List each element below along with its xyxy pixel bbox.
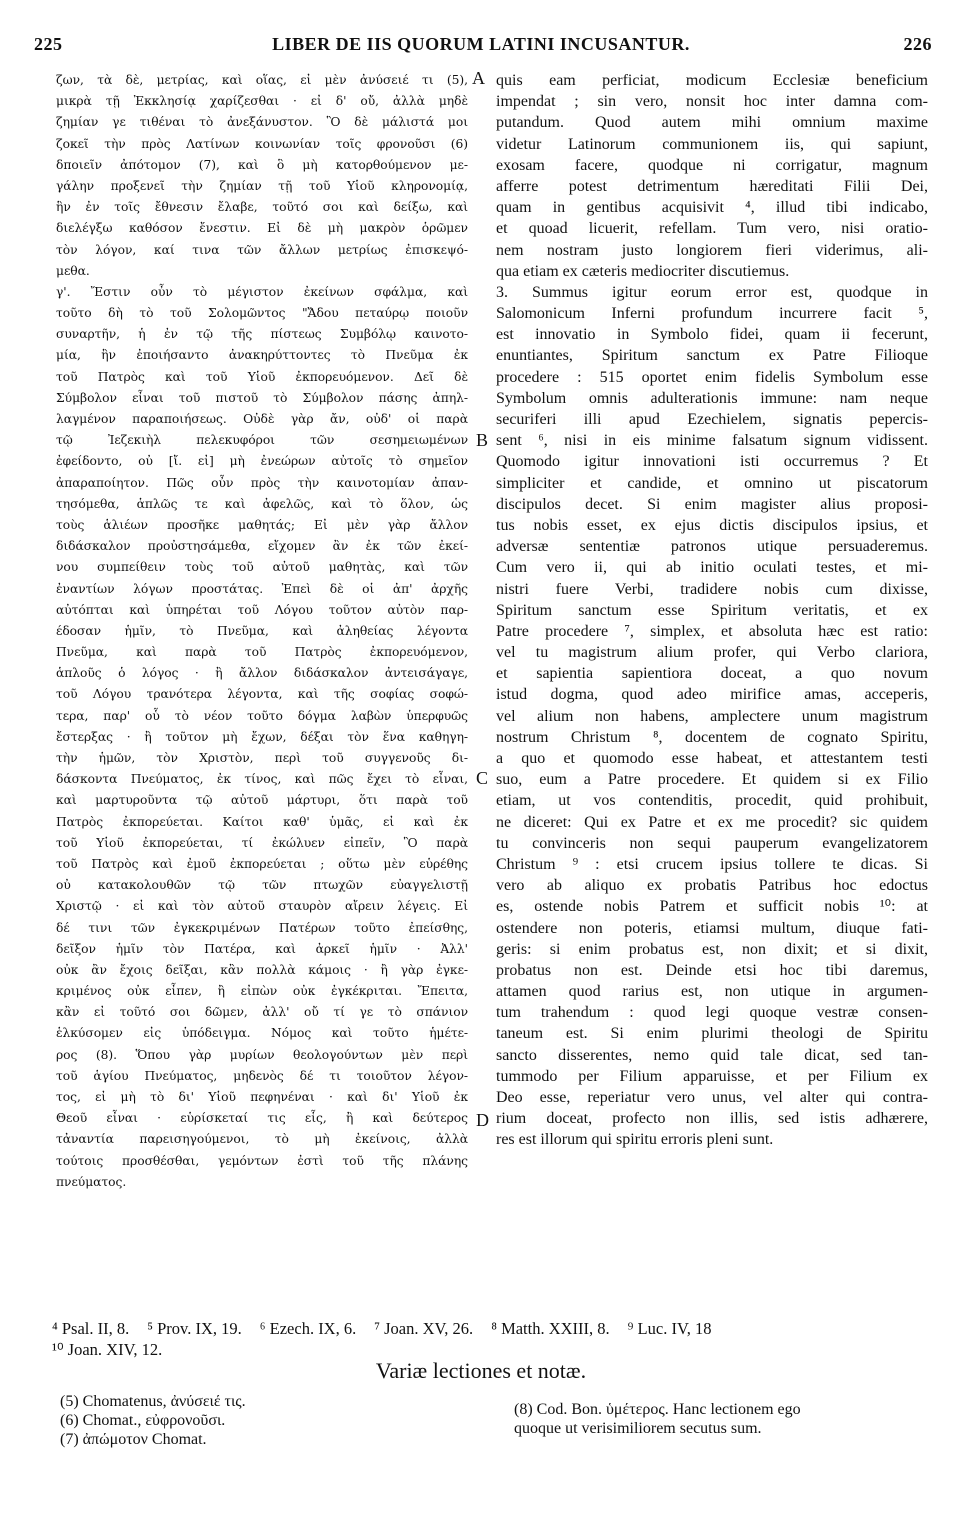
latin-text-line: procedere : 515 oportet enim fidelis Symbolum esse [496, 368, 928, 386]
latin-text-line: etiam, ut vos contenditis, procedit, quid prohibuit, [496, 792, 928, 810]
latin-text-line: rium doceat, profecto non illis, sed istis adhærere, [496, 1110, 928, 1128]
greek-text-line: τῷ Ἰεζεκιὴλ πελεκυφόροι τῶν σεσημειωμένων [56, 433, 468, 448]
footnote: ⁵ Prov. IX, 19. [147, 1319, 242, 1338]
greek-text-line: διελέγξω καθόσον ἔνεστιν. Εἰ δὲ μὴ μακρὸν ὁρῶμεν [56, 221, 468, 236]
latin-column [496, 70, 928, 1151]
latin-text-line: ostendere non poteris, etiamsi multum, diuque fati- [496, 919, 928, 937]
greek-text-line: Χριστῷ · εἰ καὶ τὸν αὐτοῦ σταυρὸν αἴρειν λέγεις. Εἰ [56, 899, 468, 914]
greek-text-line: κἂν εἰ τοῦτό σοι δῶμεν, ἀλλ' οὔ τί γε τὸ σπάνιον [56, 1005, 468, 1020]
greek-text-line: μικρὰ τῇ Ἐκκλησίᾳ χαρίζεσθαι · εἰ δ' οὔ, ἀλλὰ μηδὲ [56, 94, 468, 109]
greek-text-line: ἐφείδοντο, οὐ [ἴ. εἰ] μὴ ἐνεώρων αὐτοῖς τὸ σημεῖον [56, 454, 468, 469]
latin-text-line: adversæ sententiæ patronos utique persuaderemus. [496, 538, 928, 556]
greek-text-line: ἀπαραποίητον. Πῶς οὖν πρὸς τὴν καινοτομίαν ἀπαν- [56, 475, 468, 490]
greek-column [56, 70, 468, 1193]
footnote: ⁹ Luc. IV, 18 [627, 1319, 712, 1338]
latin-text-line: es, ostende nobis Patrem et sufficit nobis ¹⁰: at [496, 898, 928, 916]
greek-text-line: ἣν ἐν τοῖς ἔθνεσιν ἔλαβε, τοῦτό σοι καὶ δείξω, καὶ [56, 200, 468, 215]
latin-text-line: ne diceret: Qui ex Patre et ex me procedit? sic quidem [496, 813, 928, 831]
greek-text-line: ζων, τὰ δὲ, μετρίας, καὶ οἵας, εἰ μὲν ἀνύσειέ τι (5), [56, 73, 468, 87]
latin-text-line: quis eam perficiat, modicum Ecclesiæ beneficium [496, 72, 928, 89]
greek-text-line: οὐ κατακολουθῶν τῷ τῶν πτωχῶν εὐαγγελιστῇ [56, 878, 468, 893]
latin-text-line: securiferi illi apud Ezechielem, signatis pepercis- [496, 411, 928, 428]
greek-text-line: τοῦ ἁγίου Πνεύματος, μηδενὸς δέ τι τοιοῦτον λέγον- [56, 1068, 468, 1083]
footnote: ⁸ Matth. XXIII, 8. [491, 1319, 610, 1338]
latin-text-line: probatus non est. Deinde etsi hoc tibi daremus, [496, 961, 928, 979]
latin-text-line: suo, eum a Patre procedere. Et quidem si ex Filio [496, 771, 928, 789]
greek-text-line: τοῦ Λόγου τρανότερα λέγοντα, καὶ τῆς σοφίας σοφώ- [56, 687, 468, 702]
greek-text-line: γάλην προξενεῖ τὴν ζημίαν τῇ τοῦ Υἱοῦ κληρονομίᾳ, [56, 178, 468, 193]
greek-text-line: γ'. Ἔστιν οὖν τὸ μέγιστον ἐκείνων σφάλμα, καὶ [56, 284, 468, 299]
margin-marker-b: B [476, 430, 489, 450]
greek-text-line: καὶ μαρτυροῦντα τῷ αὐτοῦ μάρτυρι, ὅτι παρὰ τοῦ [56, 793, 468, 808]
greek-text-line: κριμένος οὐκ εἶπεν, ἢ εἰπὼν οὐκ ἐγκέκριται. Ἔπειτα, [56, 984, 468, 999]
greek-text-line: τοῦ Πατρὸς καὶ τοῦ Υἱοῦ ἐκπορευόμενον. Δεῖ δὲ [56, 369, 468, 384]
latin-text-line: Patre procedere ⁷, simplex, et absoluta hæc est ratio: [496, 622, 928, 640]
greek-text-line: δεῖξον ἡμῖν τὸν Πατέρα, καὶ ἀρκεῖ ἡμῖν · Ἀλλ' [56, 941, 468, 956]
variae-title: Variæ lectiones et notæ. [375, 1358, 587, 1383]
latin-text-line: vel alium non habens, amplectere unum magistrum [496, 707, 928, 725]
latin-text-line: exosam facere, quodque ni corrigatur, magnum [496, 156, 928, 174]
greek-text-line: τἀναντία παρεισηγούμενοι, τὸ μὴ ἐκείνοις, ἀλλὰ [56, 1132, 468, 1147]
latin-text-line: putandum. Quod autem mihi omnium maxime [496, 114, 928, 132]
latin-text-line: tummodo per Filium apparuisse, et per Filium ex [496, 1067, 928, 1085]
latin-text-line: et quoad licuerit, refellam. Tum vero, nisi oratio- [496, 220, 928, 238]
latin-text-line: geris: si enim probatus est, non dixit; et si dixit, [496, 940, 928, 958]
margin-marker-a: A [472, 68, 485, 88]
margin-marker-d: D [476, 1110, 489, 1130]
greek-text-line: τὴν ἡμῶν, τὸν Χριστὸν, περὶ τοῦ συγγενοῦς δι- [56, 751, 468, 765]
latin-text-line: a quo et quomodo esse habeat, et attestantem testi [496, 750, 928, 767]
latin-text-line: quam in gentibus acquisivit ⁴, illud tibi indicabo, [496, 199, 928, 217]
latin-text-line: vel tu magistrum alium profer, qui Verbo clariora, [496, 644, 928, 662]
latin-text-line: impendat ; sin vero, nonsit hoc inter damna com- [496, 93, 928, 111]
greek-text-line: Σύμβολον εἶναι τοῦ πιστοῦ τὸ Σύμβολον πάσης ἀπηλ- [56, 390, 468, 405]
variae-notes-right [514, 1400, 932, 1438]
running-title: LIBER DE IIS QUORUM LATINI INCUSANTUR. [272, 34, 690, 54]
greek-text-line: νου συμπείθειν τοὺς τοῦ αὐτοῦ μαθητὰς, καὶ τῶν [56, 560, 468, 575]
greek-text-line: τησόμεθα, ἁπλῶς τε καὶ ἀφελῶς, καὶ τὸ ὅλον, ὡς [56, 496, 468, 511]
footnote-row [52, 1318, 932, 1339]
greek-text-line: ζημίαν γε τιθέναι τὸ ἀνεξάνυστον. Ὃ δὲ μάλιστά μοι [56, 115, 468, 130]
greek-text-line: μία, ἣν ἐποιήσαντο ἀνακηρύττοντες τὸ Πνεῦμα ἐκ [56, 348, 468, 363]
latin-text-line: Quomodo igitur innovationi isti occurremus ? Et [496, 453, 928, 471]
greek-text-line: ἁπλοῦς ὁ λόγος · ἢ ἄλλον διδάσκαλον ἀντεισάγαγε, [56, 666, 468, 681]
greek-text-line: έδοσαν ἡμῖν, τὸ Πνεῦμα, καὶ ἀληθείας λέγοντα [56, 623, 468, 638]
greek-text-line: τος, εἰ μὴ τὸ δι' Υἱοῦ πεφηνέναι · καὶ δι' Υἱοῦ ἐκ [56, 1090, 468, 1104]
greek-text-line: αὐτόπται καὶ ὑπηρέται τοῦ Λόγου τοῦτον αὐτὸν παρ- [56, 602, 468, 617]
greek-text-line: ἔστερξας · ἢ τοῦτον μὴ ἔχων, δέξαι τὸν ἕνα καθηγη- [56, 729, 468, 744]
latin-text-line: res est illorum qui spiritu erroris pleni sunt. [496, 1131, 774, 1149]
latin-text-line: nem nostram justo longiorem fieri viderimus, ali- [496, 241, 928, 259]
greek-text-line: μεθα. [56, 263, 90, 278]
footnote-row [52, 1339, 932, 1360]
latin-text-line: qua etiam ex cæteris mediocriter discutiemus. [496, 262, 790, 280]
greek-text-line: τοῦ Υἱοῦ ἐκπορεύεται, τί ἐκώλυεν εἰπεῖν, Ὃ παρὰ [56, 835, 468, 850]
scripture-footnotes [52, 1318, 932, 1360]
latin-text-line: nostrum Christum ⁸, docentem de cognato Spiritu, [496, 728, 928, 746]
latin-text-line: Christum ⁹ : etsi crucem ipsius tollere te dicas. Si [496, 855, 928, 873]
latin-text-line: sent ⁶, nisi in eis minime falsatum signum vidissent. [496, 432, 928, 450]
latin-text-line: tus nobis esset, ex ejus dictis discipulos ipsius, et [496, 516, 928, 534]
greek-text-line: πνεύματος. [56, 1174, 127, 1189]
latin-text-line: attamen quod rarius est, non utique in argumen- [496, 983, 928, 1001]
greek-text-line: οὐκ ἂν ἔχοις δεῖξαι, κἂν πολλὰ κάμοις · ἢ γὰρ ἐγκε- [56, 962, 468, 977]
latin-text-line: discipulos decet. Si enim magister alius proposi- [496, 495, 928, 513]
latin-text-line: Deo esse, reperiatur vero unus, vel alter qui contra- [496, 1089, 928, 1106]
latin-text-line: Salomonicum Inferni profundum incurrere facit ⁵, [496, 305, 928, 323]
latin-text-line: Spiritum sanctum esse Spiritum veritatis, et ex [496, 601, 928, 619]
latin-text-line: nistri fuere Verbi, tradidere nobis cum dixisse, [496, 580, 928, 598]
greek-text-line: τούτοις προσθέσθαι, γεμόντων ἐστὶ τοῦ τῆς πλάνης [56, 1153, 468, 1168]
footnote-10: ¹⁰ Joan. XIV, 12. [52, 1340, 163, 1359]
latin-text-line: istud dogma, quod adeo mirifice amas, acceperis, [496, 686, 928, 704]
footnote: ⁴ Psal. II, 8. [52, 1319, 130, 1338]
greek-text-line: δάσκοντα Πνεύματος, ἐκ τίνος, καὶ πῶς ἔχει τὸ εἶναι, [56, 772, 468, 787]
latin-text-line: afferre potest detrimentum hæreditati Filii Dei, [496, 177, 928, 195]
running-header [30, 34, 932, 60]
latin-text-line: taneum est. Si enim plurimi theologi de Spiritu [496, 1025, 928, 1043]
greek-text-line: ρος (8). Ὅπου γὰρ μυρίων θεολογούντων μὲν περὶ [56, 1047, 468, 1062]
latin-text-line: sancto disserentes, nemo quid tale dicat, sed tan- [496, 1046, 928, 1064]
greek-text-line: Πνεῦμα, καὶ παρὰ τοῦ Πατρὸς ἐκπορευόμενον, [56, 645, 468, 660]
latin-text-line: vero ab aliquo ex probatis Patribus hoc edoctus [496, 877, 928, 895]
latin-text-line: tu convinceris non sequi pauperum evangelizatorem [496, 834, 928, 852]
latin-text-line: Cum vero ii, qui ab initio oculati testes, et mi- [496, 559, 928, 577]
greek-text-line: τοῦ Πατρὸς καὶ ἐμοῦ ἐκπορεύεται ; οὕτω μὲν εὑρέθης [56, 856, 468, 871]
latin-text-line: tum trahendum : quod legi quoque vestræ consen- [496, 1004, 928, 1022]
variae-note-line: (5) Chomatenus, ἀνύσειέ τις. [60, 1393, 246, 1410]
greek-text-line: τερα, παρ' οὗ τὸ νέον τοῦτο δόγμα λαβὼν ὑπερφυῶς [56, 708, 468, 723]
variae-note-line: (7) ἀπώμοτον Chomat. [60, 1431, 207, 1448]
variae-notes-left [60, 1392, 480, 1449]
greek-text-line: διδάσκαλον προὐστησάμεθα, εἴχομεν ἂν ἐκ τῶν ἐκεί- [56, 539, 468, 554]
greek-text-line: δποιεῖν ἀπότομον (7), καὶ ὃ μὴ κατορθούμενον με- [56, 157, 468, 172]
greek-text-line: λαγμένον παραποιήσεως. Οὐδὲ γὰρ ἄν, οὐδ' οἱ παρὰ [56, 412, 468, 426]
latin-text-line: simpliciter et candide, et omnino ut piscatorum [496, 474, 928, 492]
latin-text-line: videtur Latinorum communionem iis, qui sapiunt, [496, 135, 928, 153]
latin-text-line: est innovatio in Symbolo fidei, quam ii fecerunt, [496, 326, 928, 344]
greek-text-line: τοῦτο δὴ τὸ τοῦ Σολομῶντος "Ἄδου πεταύρῳ ποιοῦν [56, 306, 468, 321]
variae-note-line: (8) Cod. Bon. ὑμέτερος. Hanc lectionem ego [514, 1401, 801, 1418]
latin-text-line: enuntiantes, Spiritum sanctum ex Patre Filioque [496, 347, 928, 365]
variae-note-line: quoque ut verisimiliorem secutus sum. [514, 1420, 762, 1437]
greek-text-line: τὸν λόγον, καί τινα τῶν ἄλλων μετρίως ἐπισκεψό- [56, 242, 468, 257]
footnote: ⁷ Joan. XV, 26. [374, 1319, 474, 1338]
greek-text-line: ἑλκύσομεν εἰς ὑπόδειγμα. Νόμος καὶ τοῦτο ἡμέτε- [56, 1026, 468, 1041]
greek-text-line: Πατρὸς ἐκπορεύεται. Καίτοι καθ' ὑμᾶς, εἰ καὶ ἐκ [56, 814, 468, 829]
variae-note-line: (6) Chomat., εὐφρονοῦσι. [60, 1412, 226, 1429]
greek-text-line: ζοκεῖ τὴν πρὸς Λατίνων κοινωνίαν τοῖς φρονοῦσι (6) [56, 136, 468, 151]
latin-text-line: 3. Summus igitur eorum error est, quodque in [496, 283, 928, 301]
page-number-left: 225 [34, 34, 63, 54]
footnote: ⁶ Ezech. IX, 6. [259, 1319, 357, 1338]
greek-text-line: δέ τινι τῶν ἐγκεκριμένων Πατέρων τοῦτο ἐπείσθης, [56, 920, 468, 935]
latin-text-line: et sapientia sapientiora doceat, a quo novum [496, 665, 928, 683]
latin-text-line: Symbolum omnis adulterationis immune: nam neque [496, 389, 928, 407]
greek-text-line: τοὺς ἁλιέων προσῆκε μαθητάς; Εἰ μὲν γὰρ ἄλλον [56, 517, 468, 532]
page-number-right: 226 [903, 34, 932, 54]
greek-text-line: συναρτῆν, ἡ ἐν τῷ τῆς πίστεως Συμβόλῳ καινοτο- [56, 327, 468, 342]
greek-text-line: ἐναντίων λόγων προστάτας. Ἐπεὶ δὲ οἱ ἀπ' ἀρχῆς [56, 581, 468, 596]
greek-text-line: Θεοῦ εἶναι · εὑρίσκεταί τις εἷς, ἢ καὶ δεύτερος [56, 1111, 468, 1126]
margin-marker-c: C [476, 768, 489, 788]
